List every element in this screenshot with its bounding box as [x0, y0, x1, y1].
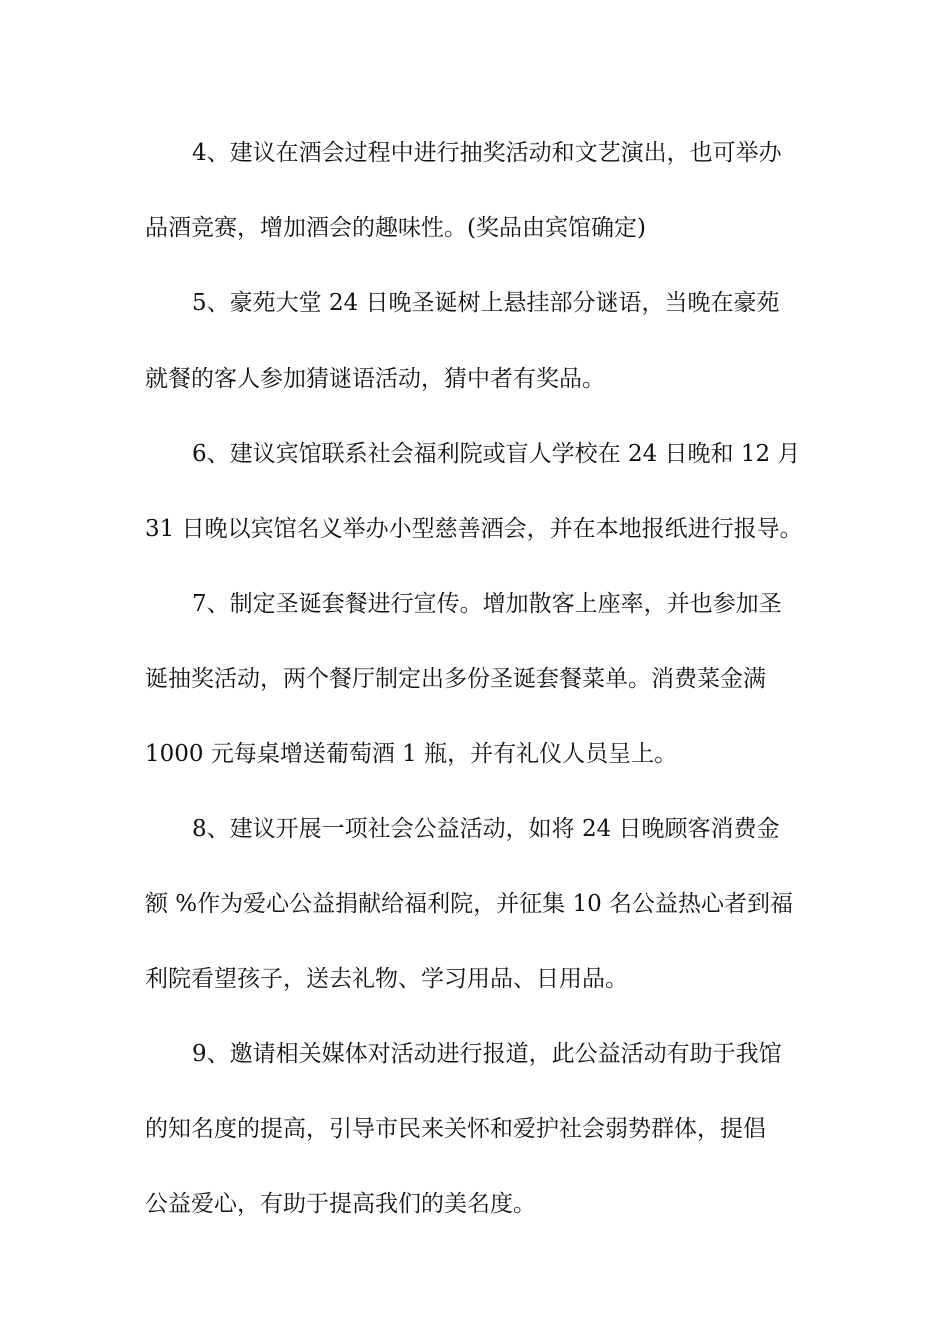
paragraph-7-line-3: 1000 元每桌增送葡萄酒 1 瓶，并有礼仪人员呈上。 [145, 741, 678, 767]
paragraph-9-line-1: 9、邀请相关媒体对活动进行报道，此公益活动有助于我馆 [192, 1041, 782, 1067]
paragraph-4-line-1: 4、建议在酒会过程中进行抽奖活动和文艺演出，也可举办 [192, 140, 782, 166]
paragraph-5-line-1: 5、豪苑大堂 24 日晚圣诞树上悬挂部分谜语，当晚在豪苑 [192, 290, 780, 316]
paragraph-5-line-2: 就餐的客人参加猜谜语活动，猜中者有奖品。 [145, 366, 605, 392]
text-line [0, 959, 950, 999]
text-line [0, 359, 950, 399]
text-line [0, 283, 950, 323]
text-line [0, 509, 950, 549]
paragraph-8-line-3: 利院看望孩子，送去礼物、学习用品、日用品。 [145, 966, 628, 992]
text-line [0, 434, 950, 474]
text-line [0, 884, 950, 924]
paragraph-8-line-2: 额 %作为爱心公益捐献给福利院，并征集 10 名公益热心者到福 [145, 891, 794, 917]
text-line [0, 809, 950, 849]
paragraph-9-line-3: 公益爱心，有助于提高我们的美名度。 [145, 1191, 536, 1217]
text-line [0, 208, 950, 248]
paragraph-6-line-2: 31 日晚以宾馆名义举办小型慈善酒会，并在本地报纸进行报导。 [145, 516, 803, 542]
text-line [0, 1184, 950, 1224]
text-line [0, 584, 950, 624]
text-line [0, 1034, 950, 1074]
text-line [0, 133, 950, 173]
paragraph-7-line-1: 7、制定圣诞套餐进行宣传。增加散客上座率，并也参加圣 [192, 591, 782, 617]
text-line [0, 1109, 950, 1149]
paragraph-7-line-2: 诞抽奖活动，两个餐厅制定出多份圣诞套餐菜单。消费菜金满 [145, 666, 766, 692]
paragraph-9-line-2: 的知名度的提高，引导市民来关怀和爱护社会弱势群体，提倡 [145, 1116, 766, 1142]
text-line [0, 734, 950, 774]
paragraph-6-line-1: 6、建议宾馆联系社会福利院或盲人学校在 24 日晚和 12 月 [192, 441, 801, 467]
text-line [0, 659, 950, 699]
paragraph-4-line-2: 品酒竞赛，增加酒会的趣味性。(奖品由宾馆确定) [145, 215, 646, 241]
paragraph-8-line-1: 8、建议开展一项社会公益活动，如将 24 日晚顾客消费金 [192, 816, 780, 842]
